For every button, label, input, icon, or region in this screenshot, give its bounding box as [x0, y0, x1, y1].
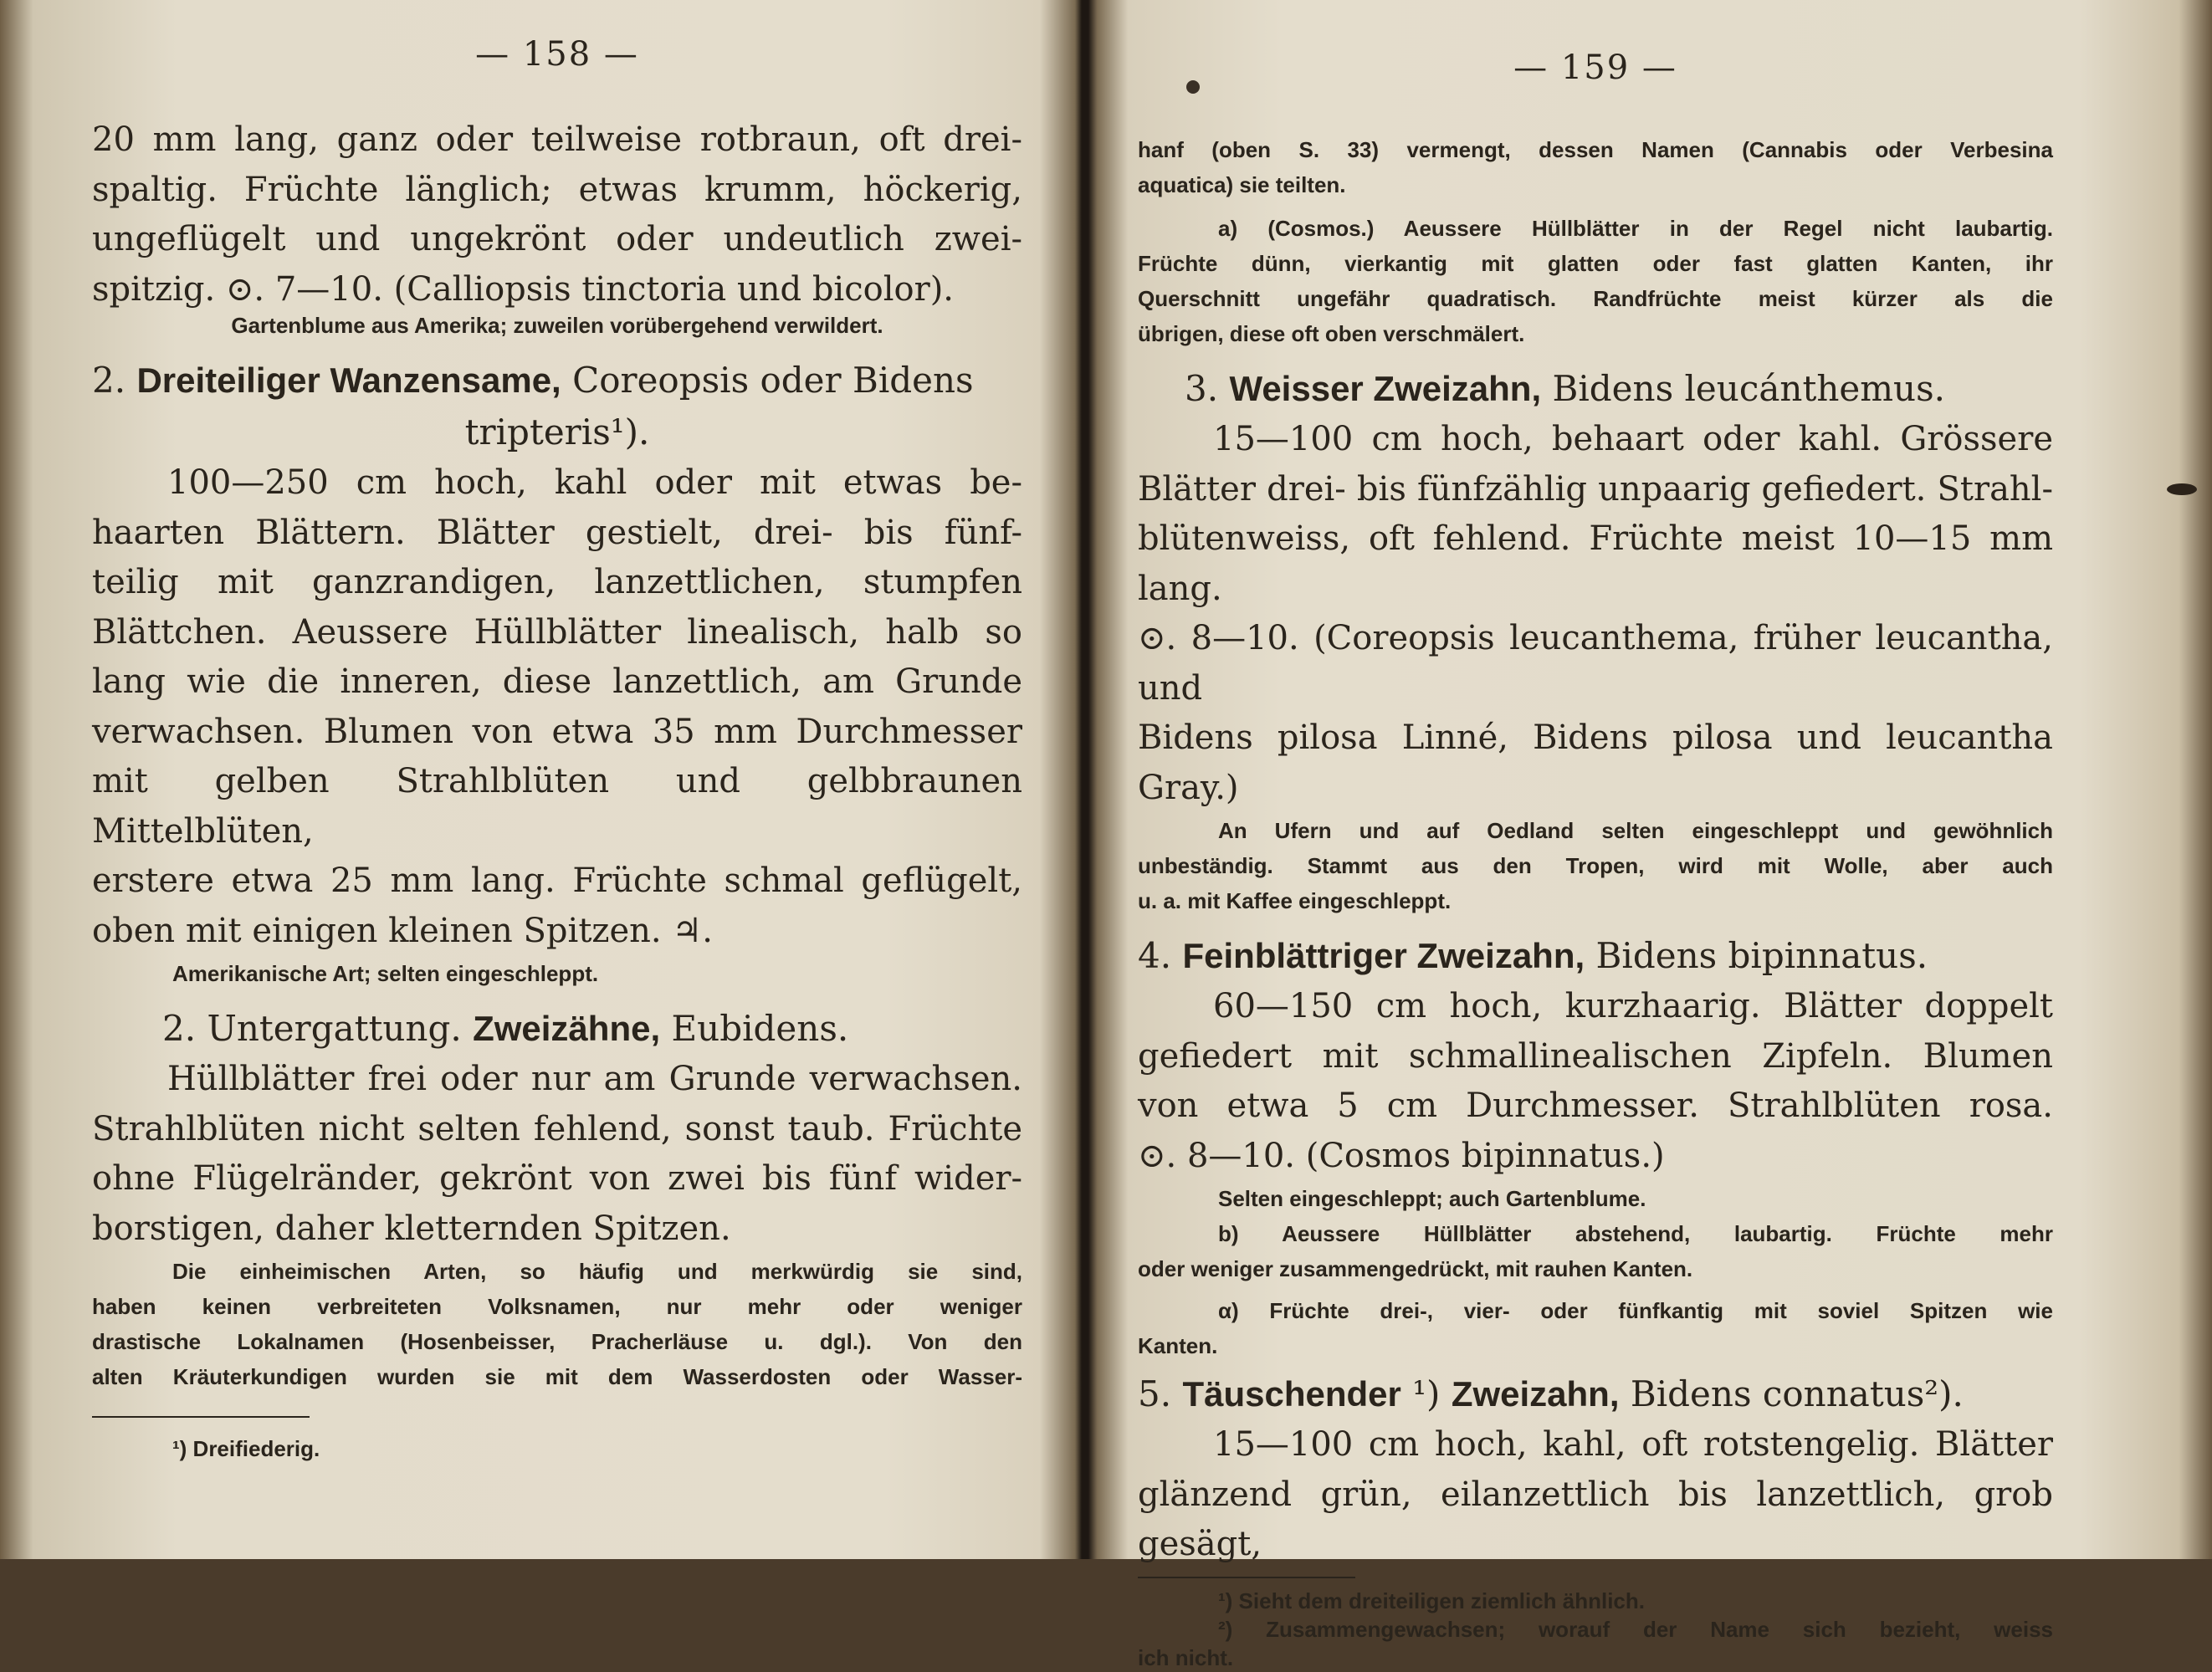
text-line: 15—100 cm hoch, kahl, oft rotstengelig. Blätter [1213, 1425, 2053, 1464]
species-heading [92, 355, 1022, 406]
text-line: von etwa 5 cm Durchmesser. Strahlblüten rosa. [1138, 1087, 2053, 1125]
species-heading [1138, 930, 2053, 982]
text-line: gefiedert mit schmallinealischen Zipfeln. Blumen [1138, 1036, 2053, 1076]
species-latin-cont: tripteris¹). [464, 412, 650, 453]
small-note: Selten eingeschleppt; auch Gartenblume. [1218, 1186, 1646, 1211]
key-line: Kanten. [1138, 1333, 1218, 1358]
text-line: verwachsen. Blumen von etwa 35 mm Durchmesser [92, 712, 1022, 751]
text-line: glänzend grün, eilanzettlich bis lanzettlich, grob gesägt, [1138, 1475, 2053, 1563]
right-page [1138, 0, 2053, 1670]
species-latin: Bidens bipinnatus. [1595, 935, 1928, 976]
small-note: An Ufern und auf Oedland selten eingeschleppt und gewöhnlich [1218, 818, 2053, 843]
text-line: lang wie die inneren, diese lanzettlich, am Grunde [92, 662, 1022, 701]
text-line: borstigen, daher kletternden Spitzen. [92, 1209, 731, 1248]
species-heading [1138, 1368, 2053, 1420]
species-number: 5. [1138, 1373, 1172, 1414]
small-note: alten Kräuterkundigen wurden sie mit dem Wasserdosten oder Wasser- [92, 1364, 1022, 1389]
page-number: — 158 — [475, 35, 639, 74]
species-heading [1185, 363, 2053, 415]
species-number: 4. [1138, 935, 1172, 976]
text-line: Bidens pilosa Linné, Bidens pilosa und leucantha Gray.) [1138, 718, 2053, 807]
footnote: ²) Zusammengewachsen; worauf der Name sich bezieht, weiss [1218, 1616, 2053, 1642]
subgenus-number: 2. [162, 1008, 197, 1049]
text-line: spitzig. ⊙. 7—10. (Calliopsis tinctoria und bicolor). [92, 269, 955, 309]
small-note: hanf (oben S. 33) vermengt, dessen Namen (Cannabis oder Verbesina [1138, 137, 2053, 162]
left-page [92, 0, 1022, 1559]
key-line: übrigen, diese oft oben verschmälert. [1138, 321, 1525, 346]
text-line: ohne Flügelränder, gekrönt von zwei bis fünf wider- [92, 1159, 1022, 1198]
text-line: ⊙. 8—10. (Coreopsis leucanthema, früher leucantha, und [1138, 619, 2053, 708]
page-number: — 159 — [1513, 49, 1677, 87]
species-latin: Bidens leucánthemus. [1552, 368, 1946, 409]
text-line: ungeflügelt und ungekrönt oder undeutlich zwei- [92, 220, 1022, 258]
species-latin: Coreopsis oder Bidens [572, 360, 974, 401]
species-name: Dreiteiliger Wanzensame, [136, 360, 561, 400]
small-note: Die einheimischen Arten, so häufig und merkwürdig sie sind, [172, 1259, 1022, 1284]
small-note: unbeständig. Stammt aus den Tropen, wird mit Wolle, aber auch [1138, 853, 2053, 878]
species-name: Täuschender [1182, 1374, 1401, 1414]
text-line: mit gelben Strahlblüten und gelbbraunen Mittelblüten, [92, 762, 1022, 851]
footnote-rule [92, 1416, 310, 1418]
ink-spot [1186, 80, 1200, 94]
small-note: u. a. mit Kaffee eingeschleppt. [1138, 888, 1452, 913]
key-line: α) Früchte drei-, vier- oder fünfkantig mit soviel Spitzen wie [1218, 1298, 2053, 1323]
text-line: teilig mit ganzrandigen, lanzettlichen, stumpfen [92, 563, 1022, 601]
species-name: Feinblättriger Zweizahn, [1182, 936, 1585, 975]
subgenus-label: Untergattung. [207, 1008, 462, 1049]
species-name: Weisser Zweizahn, [1229, 369, 1542, 408]
footnote-rule [1138, 1577, 1355, 1578]
ink-spot [2167, 483, 2197, 495]
species-number: 2. [92, 360, 126, 401]
text-line: 15—100 cm hoch, behaart oder kahl. Grössere [1213, 420, 2053, 458]
text-line: 60—150 cm hoch, kurzhaarig. Blätter doppelt [1213, 987, 2053, 1025]
text-line: erstere etwa 25 mm lang. Früchte schmal geflügelt, [92, 862, 1022, 900]
small-note: Amerikanische Art; selten eingeschleppt. [172, 961, 599, 986]
small-note: Gartenblume aus Amerika; zuweilen vorübergehend verwildert. [231, 313, 883, 338]
text-line: Strahlblüten nicht selten fehlend, sonst taub. Früchte [92, 1109, 1022, 1148]
small-note: haben keinen verbreiteten Volksnamen, nur mehr oder weniger [92, 1294, 1022, 1319]
text-line: blütenweiss, oft fehlend. Früchte meist 10—15 mm lang. [1138, 519, 2053, 608]
subgenus-latin: Eubidens. [671, 1008, 849, 1049]
text-line: spaltig. Früchte länglich; etwas krumm, höckerig, [92, 170, 1022, 209]
key-line: oder weniger zusammengedrückt, mit rauhen Kanten. [1138, 1256, 1693, 1281]
key-line: Früchte dünn, vierkantig mit glatten oder fast glatten Kanten, ihr [1138, 251, 2053, 276]
page-content [92, 115, 1022, 1463]
key-line: Querschnitt ungefähr quadratisch. Randfrüchte meist kürzer als die [1138, 286, 2053, 311]
footnote: ¹) Sieht dem dreiteiligen ziemlich ähnlich. [1218, 1588, 1645, 1613]
footnote: ich nicht. [1138, 1644, 1234, 1670]
species-name: Zweizahn, [1451, 1374, 1620, 1414]
small-note: aquatica) sie teilten. [1138, 172, 1346, 197]
footnote-ref: ¹) [1412, 1373, 1441, 1414]
species-number: 3. [1185, 368, 1219, 409]
species-latin: Bidens connatus²). [1630, 1373, 1964, 1414]
text-line: ⊙. 8—10. (Cosmos bipinnatus.) [1138, 1136, 1665, 1175]
key-line: b) Aeussere Hüllblätter abstehend, laubartig. Früchte mehr [1218, 1221, 2053, 1246]
text-line: 20 mm lang, ganz oder teilweise rotbraun, oft drei- [92, 120, 1022, 159]
text-line: Blättchen. Aeussere Hüllblätter linealisch, halb so [92, 612, 1022, 652]
text-line: 100—250 cm hoch, kahl oder mit etwas be- [167, 463, 1022, 502]
text-line: Hüllblätter frei oder nur am Grunde verwachsen. [167, 1060, 1022, 1098]
small-note: drastische Lokalnamen (Hosenbeisser, Pracherläuse u. dgl.). Von den [92, 1329, 1022, 1354]
key-line: a) (Cosmos.) Aeussere Hüllblätter in der Regel nicht laubartig. [1218, 216, 2053, 241]
text-line: oben mit einigen kleinen Spitzen. ♃. [92, 911, 713, 950]
subgenus-heading [162, 1003, 1022, 1055]
footnote: ¹) Dreifiederig. [172, 1436, 320, 1461]
page-content [1138, 132, 2053, 1672]
subgenus-name: Zweizähne, [473, 1009, 661, 1048]
text-line: Blätter drei- bis fünfzählig unpaarig gefiedert. Strahl- [1138, 469, 2053, 509]
text-line: haarten Blättern. Blätter gestielt, drei- bis fünf- [92, 513, 1022, 552]
